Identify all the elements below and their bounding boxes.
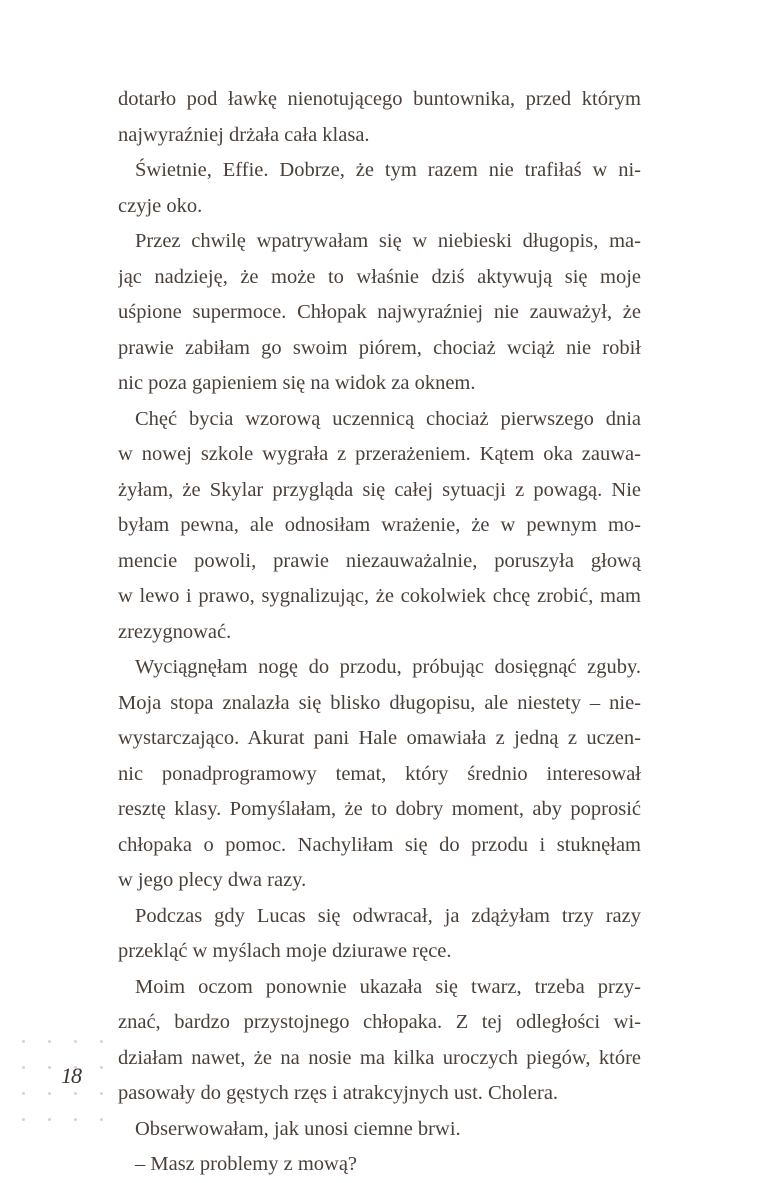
decorative-dot — [22, 1118, 25, 1121]
text-line: działam nawet, że na nosie ma kilka uroczych piegów, które — [118, 1046, 641, 1069]
page-number: 18 — [61, 1063, 81, 1088]
text-line: przekląć w myślach moje dziurawe ręce. — [118, 940, 452, 962]
text-line: – Masz problemy z mową? — [135, 1153, 358, 1175]
decorative-dot — [100, 1092, 103, 1095]
decorative-dot — [22, 1040, 25, 1043]
text-line: chłopaka o pomoc. Nachyliłam się do przodu i stuknęłam — [118, 833, 641, 856]
text-line: w jego plecy dwa razy. — [118, 869, 307, 891]
text-line: czyje oko. — [118, 194, 203, 217]
text-line: byłam pewna, ale odnosiłam wrażenie, że w pewnym mo- — [118, 514, 641, 536]
text-line: dotarło pod ławkę nienotującego buntownika, przed którym — [118, 88, 641, 110]
decorative-dot — [48, 1040, 51, 1043]
decorative-dot — [100, 1040, 103, 1043]
text-line: uśpione supermoce. Chłopak najwyraźniej nie zauważył, że — [118, 301, 641, 323]
decorative-dot — [48, 1092, 51, 1095]
text-line: Obserwowałam, jak unosi ciemne brwi. — [135, 1117, 461, 1140]
text-line: pasowały do gęstych rzęs i atrakcyjnych ust. Cholera. — [118, 1082, 559, 1104]
text-line: Świetnie, Effie. Dobrze, że tym razem nie trafiłaś w ni- — [135, 159, 641, 181]
text-line: Wyciągnęłam nogę do przodu, próbując dosięgnąć zguby. — [135, 656, 641, 678]
text-line: prawie zabiłam go swoim piórem, chociaż wciąż nie robił — [118, 336, 641, 359]
decorative-dot — [48, 1066, 51, 1069]
text-line: nic poza gapieniem się na widok za oknem. — [118, 372, 476, 394]
text-line: Podczas gdy Lucas się odwracał, ja zdążyłam trzy razy — [135, 904, 641, 927]
decorative-dot — [100, 1066, 103, 1069]
text-line: żyłam, że Skylar przygląda się całej sytuacji z powagą. Nie — [118, 478, 641, 501]
text-line: nic ponadprogramowy temat, który średnio interesował — [118, 762, 641, 785]
text-line: w lewo i prawo, sygnalizując, że cokolwiek chcę zrobić, mam — [118, 585, 641, 607]
decorative-dot — [100, 1118, 103, 1121]
text-line: najwyraźniej drżała cała klasa. — [118, 123, 370, 146]
decorative-dot — [22, 1066, 25, 1069]
text-line: w nowej szkole wygrała z przerażeniem. Kątem oka zauwa- — [118, 443, 641, 465]
text-line: Przez chwilę wpatrywałam się w niebieski długopis, ma- — [135, 230, 641, 252]
decorative-dot — [22, 1092, 25, 1095]
text-line: resztę klasy. Pomyślałam, że to dobry moment, aby poprosić — [118, 798, 641, 820]
decorative-dot — [74, 1092, 77, 1095]
page-body — [118, 82, 641, 1183]
text-line: Moim oczom ponownie ukazała się twarz, trzeba przy- — [135, 975, 641, 998]
text-line: wystarczająco. Akurat pani Hale omawiała z jedną z uczen- — [118, 727, 641, 749]
text-line: Chęć bycia wzorową uczennicą chociaż pierwszego dnia — [135, 407, 641, 430]
decorative-dot — [48, 1118, 51, 1121]
decorative-dot — [74, 1040, 77, 1043]
text-line: zrezygnować. — [118, 620, 232, 643]
decorative-dot — [74, 1118, 77, 1121]
text-line: jąc nadzieję, że może to właśnie dziś aktywują się moje — [118, 265, 641, 288]
text-line: Moja stopa znalazła się blisko długopisu, ale niestety – nie- — [118, 691, 641, 714]
text-line: mencie powoli, prawie niezauważalnie, poruszyła głową — [118, 549, 641, 572]
text-line: znać, bardzo przystojnego chłopaka. Z tej odległości wi- — [118, 1011, 641, 1033]
